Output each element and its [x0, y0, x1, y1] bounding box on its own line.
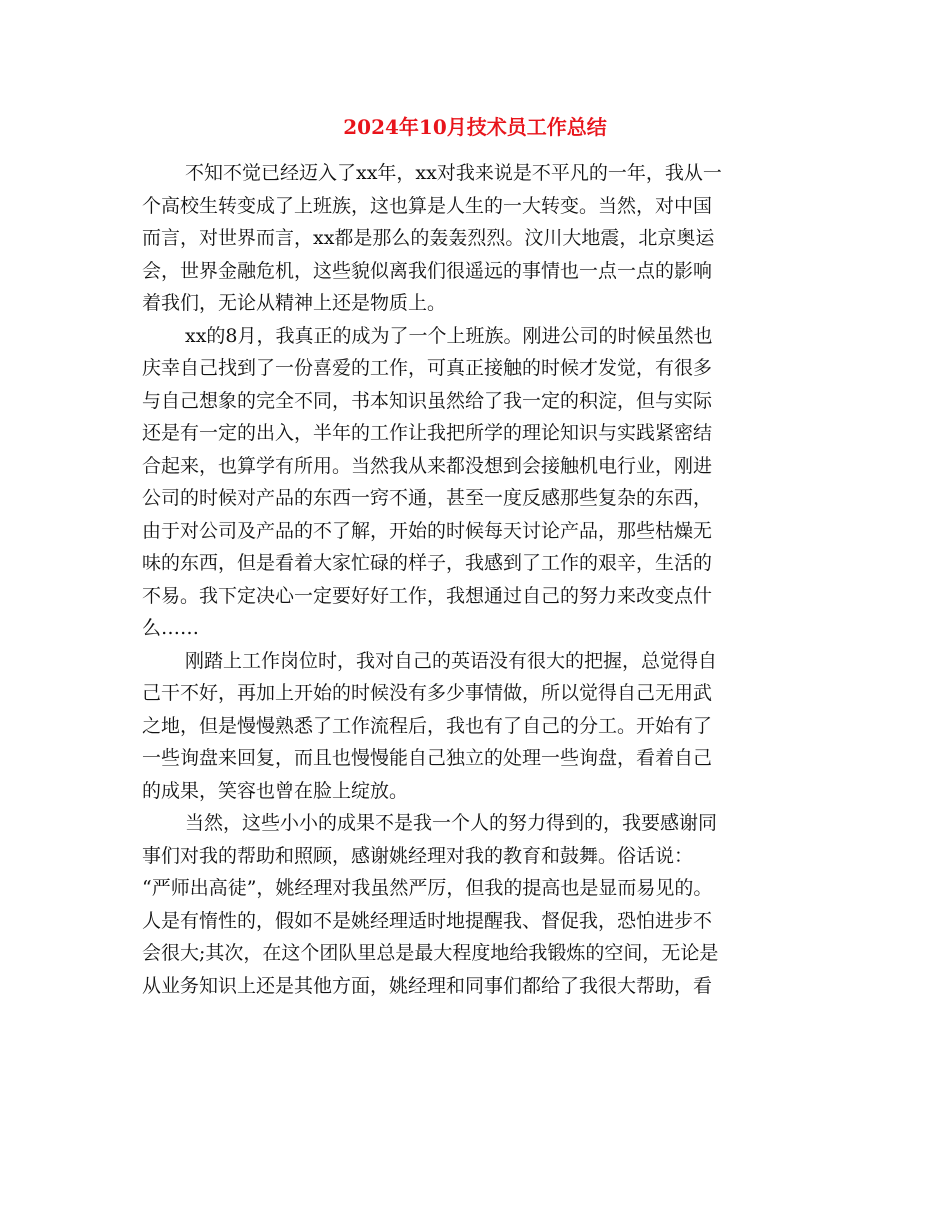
document-body [142, 157, 822, 1002]
text-line: 着我们，无论从精神上还是物质上。 [142, 292, 447, 314]
text-line: 从业务知识上还是其他方面，姚经理和同事们都给了我很大帮助，看 [142, 974, 713, 997]
text-line: 不易。我下定决心一定要好好工作，我想通过自己的努力来改变点什 [142, 584, 713, 607]
text-line: 刚踏上工作岗位时，我对自己的英语没有很大的把握，总觉得自 [185, 649, 718, 672]
text-line: 个高校生转变成了上班族，这也算是人生的一大转变。当然，对中国 [142, 194, 713, 217]
text-line: 事们对我的帮助和照顾，感谢姚经理对我的教育和鼓舞。俗话说： [142, 844, 694, 867]
text-line: 与自己想象的完全不同，书本知识虽然给了我一定的积淀，但与实际 [142, 389, 713, 412]
text-line: 不知不觉已经迈入了xx年，xx对我来说是不平凡的一年，我从一 [185, 162, 722, 184]
text-line: 合起来，也算学有所用。当然我从来都没想到会接触机电行业，刚进 [142, 454, 713, 477]
text-line: 人是有惰性的，假如不是姚经理适时地提醒我、督促我，恐怕进步不 [142, 909, 713, 932]
document-title: 2024年10月技术员工作总结 [343, 115, 607, 139]
text-line: 之地，但是慢慢熟悉了工作流程后，我也有了自己的分工。开始有了 [142, 714, 713, 737]
paragraph-2 [142, 320, 822, 645]
text-line: “严师出高徒”，姚经理对我虽然严厉，但我的提高也是显而易见的。 [142, 877, 713, 899]
paragraph-4 [142, 807, 822, 1002]
text-line: 而言，对世界而言，xx都是那么的轰轰烈烈。汶川大地震，北京奥运 [142, 227, 715, 249]
text-line: 庆幸自己找到了一份喜爱的工作，可真正接触的时候才发觉，有很多 [142, 357, 713, 379]
text-line: 味的东西，但是看着大家忙碌的样子，我感到了工作的艰辛，生活的 [142, 552, 713, 574]
text-line: 当然，这些小小的成果不是我一个人的努力得到的，我要感谢同 [185, 812, 718, 834]
text-line: 一些询盘来回复，而且也慢慢能自己独立的处理一些询盘，看着自己 [142, 747, 713, 769]
text-line: 由于对公司及产品的不了解，开始的时候每天讨论产品，那些枯燥无 [142, 519, 713, 542]
text-line: xx的8月，我真正的成为了一个上班族。刚进公司的时候虽然也 [185, 324, 713, 347]
text-line: 会，世界金融危机，这些貌似离我们很遥远的事情也一点一点的影响 [142, 259, 713, 282]
text-line: 公司的时候对产品的东西一窍不通，甚至一度反感那些复杂的东西， [142, 487, 713, 509]
text-line: 么…… [142, 617, 200, 639]
paragraph-3 [142, 645, 822, 808]
paragraph-1 [142, 157, 822, 320]
text-line: 的成果，笑容也曾在脸上绽放。 [142, 779, 409, 802]
text-line: 还是有一定的出入，半年的工作让我把所学的理论知识与实践紧密结 [142, 422, 713, 444]
text-line: 会很大;其次，在这个团队里总是最大程度地给我锻炼的空间，无论是 [142, 942, 719, 964]
text-line: 己干不好，再加上开始的时候没有多少事情做，所以觉得自己无用武 [142, 682, 713, 704]
